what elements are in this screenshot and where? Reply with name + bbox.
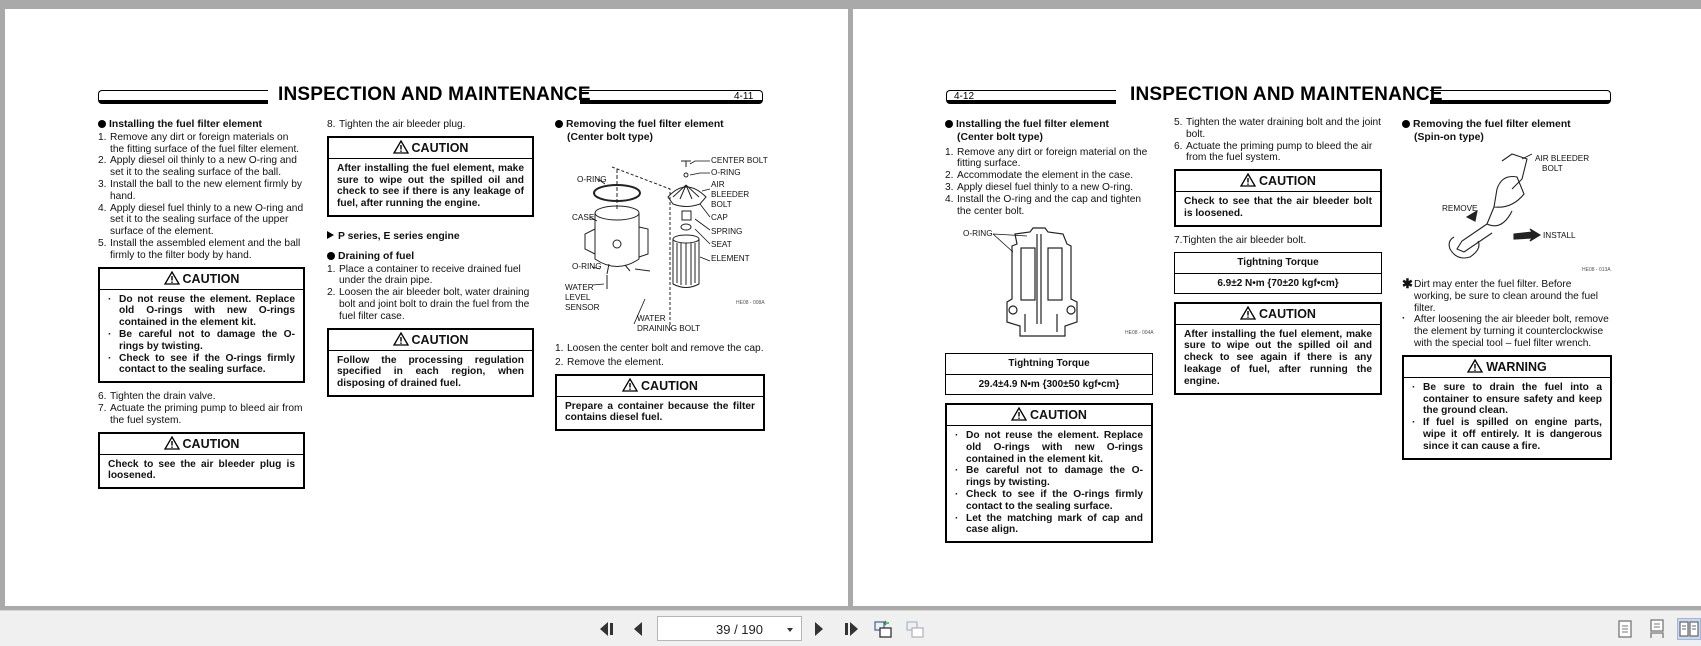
- label-level: LEVEL: [565, 293, 591, 302]
- warning-triangle-icon: [1240, 306, 1256, 320]
- caution-header: [1176, 304, 1380, 325]
- bullet-dot-icon: [555, 120, 563, 128]
- caution-item: · Let the matching mark of cap and case align.: [955, 513, 1143, 537]
- step-item: [945, 182, 1153, 194]
- next-page-button[interactable]: [808, 618, 830, 640]
- section-heading: [945, 119, 1153, 131]
- section-heading: [1402, 119, 1612, 131]
- figure-code: HE08 - 008A: [736, 300, 765, 306]
- figure-code: HE08 - 013A: [1582, 267, 1611, 273]
- step-text: Apply diesel fuel thinly to a new O-ring.: [957, 181, 1134, 193]
- caution-header: [947, 405, 1151, 426]
- label-spring: SPRING: [711, 227, 743, 236]
- section-subtitle: (Spin-on type): [1414, 131, 1484, 143]
- label-air-bleeder: AIR BLEEDER: [1535, 154, 1590, 163]
- series-title: P series, E series engine: [338, 230, 460, 242]
- step-item: [98, 403, 305, 427]
- label-o-ring: O-RING: [963, 229, 993, 238]
- step-number: 3.: [98, 178, 107, 190]
- section-heading: [327, 251, 534, 263]
- torque-title: Tightning Torque: [1237, 256, 1319, 268]
- section-subtitle: (Center bolt type): [567, 131, 654, 143]
- caution-title: CAUTION: [1259, 306, 1316, 321]
- column-bleeding: [1174, 117, 1382, 403]
- label-install: INSTALL: [1543, 231, 1576, 240]
- step-number: 3.: [945, 181, 954, 193]
- warning-triangle-icon: [1011, 407, 1027, 421]
- caution-item: · Check to see if the O-rings firmly contact to the sealing surface.: [108, 353, 295, 377]
- column-removing: [555, 119, 765, 147]
- caution-box: [98, 432, 305, 490]
- asterisk-icon: ✱: [1402, 276, 1413, 291]
- step-text: Tighten the water draining bolt and the joint bolt.: [1186, 117, 1382, 140]
- step-number: 1.: [945, 146, 954, 158]
- label-bolt: BOLT: [1542, 164, 1563, 173]
- bullet-icon: ·: [1402, 313, 1406, 325]
- section-subtitle: (Center bolt type): [957, 131, 1044, 143]
- filter-section-illustration: [945, 224, 1155, 342]
- two-page-icon: [1678, 619, 1700, 639]
- step-text: Accommodate the element in the case.: [957, 170, 1134, 182]
- label-sensor: SENSOR: [565, 303, 600, 312]
- header-bar-right: [1430, 90, 1611, 104]
- series-heading: [327, 231, 534, 243]
- next-view-icon: [905, 619, 925, 639]
- caution-header: [100, 269, 303, 290]
- caution-body: Check to see that the air bleeder bolt is loosened.: [1184, 196, 1372, 219]
- note-item: [1402, 276, 1612, 314]
- note-text: After loosening the air bleeder bolt, remove the element by turning it counterclockwise with the special tool – fuel filter wrench.: [1414, 314, 1609, 349]
- step-number: 7.: [98, 402, 107, 414]
- first-page-icon: [599, 621, 617, 637]
- caution-title: CAUTION: [1259, 174, 1316, 189]
- label-o-ring-top: O-RING: [577, 175, 607, 184]
- caution-box: [327, 136, 534, 217]
- step-number: 1.: [555, 343, 564, 354]
- page-4-12: [853, 9, 1701, 606]
- step-item: [327, 119, 534, 131]
- step-item: [1174, 141, 1382, 165]
- column-installing-center-bolt: [945, 119, 1153, 217]
- warning-triangle-icon: [393, 140, 409, 154]
- label-bolt: BOLT: [711, 200, 732, 209]
- header-bar-left: [98, 90, 268, 104]
- step-list: [98, 391, 305, 426]
- previous-page-icon: [632, 621, 644, 637]
- step-text: Tighten the air bleeder plug.: [339, 119, 466, 130]
- step-text: Install the O-ring and the cap and tighten the center bolt.: [957, 193, 1142, 217]
- previous-view-icon: [873, 619, 893, 639]
- step-text: Remove the element.: [567, 356, 664, 368]
- next-page-icon: [813, 621, 825, 637]
- warning-triangle-icon: [164, 271, 180, 285]
- torque-table: [1174, 252, 1382, 294]
- caution-box: [1174, 169, 1382, 227]
- column-spin-on: [1402, 119, 1612, 147]
- label-water-2: WATER: [637, 314, 666, 323]
- step-text: Install the ball to the new element firmly by hand.: [110, 178, 302, 202]
- triangle-right-icon: [327, 231, 334, 239]
- step-number: 6.: [1174, 140, 1183, 152]
- step-item: [98, 391, 305, 403]
- dropdown-arrow-icon[interactable]: [787, 628, 793, 632]
- warning-triangle-icon: [164, 436, 180, 450]
- step-list: [945, 147, 1153, 218]
- step-number: 2.: [327, 287, 336, 299]
- caution-body: [947, 426, 1151, 541]
- label-o-ring: O-RING: [711, 168, 741, 177]
- step-list: [98, 132, 305, 262]
- section-title: Installing the fuel filter element: [956, 119, 1109, 130]
- previous-page-button[interactable]: [627, 618, 649, 640]
- step-item: [98, 238, 305, 262]
- torque-value: 6.9±2 N•m {70±20 kgf•cm}: [1175, 273, 1381, 293]
- step-number: 2.: [555, 356, 564, 368]
- caution-box: [1174, 302, 1382, 395]
- step-item: [1174, 117, 1382, 141]
- caution-title: CAUTION: [1030, 408, 1087, 422]
- step-item: [555, 343, 765, 355]
- page-number-value[interactable]: 39 / 190: [716, 622, 763, 637]
- figure-code: HE08 - 004A: [1125, 330, 1154, 336]
- step-number: 4.: [98, 202, 107, 214]
- caution-body: After installing the fuel element, make sure to wipe out the spilled oil and check to see again if there is any leakage of fuel, after running the engine.: [1184, 328, 1372, 387]
- caution-title: CAUTION: [182, 271, 240, 286]
- step-item: [555, 357, 765, 369]
- next-view-button[interactable]: [904, 618, 926, 640]
- first-page-button[interactable]: [597, 618, 619, 640]
- caution-body: [100, 290, 303, 382]
- step-text: Actuate the priming pump to bleed the air from the fuel system.: [1186, 140, 1373, 164]
- filter-cross-section-diagram: [945, 224, 1155, 342]
- section-title: Draining of fuel: [338, 250, 415, 262]
- step-text: Actuate the priming pump to bleed air from the fuel system.: [110, 402, 303, 426]
- section-title: Removing the fuel filter element: [1413, 119, 1571, 130]
- step-text: Loosen the air bleeder bolt, water draining bolt and joint bolt to drain the fuel from the fuel filter case.: [339, 287, 530, 322]
- previous-view-button[interactable]: [872, 618, 894, 640]
- label-center-bolt: CENTER BOLT: [711, 156, 768, 165]
- caution-body: Follow the processing regulation specified in each region, when disposing of drained fuel.: [337, 354, 524, 390]
- caution-title: CAUTION: [411, 140, 469, 155]
- label-bleeder: BLEEDER: [711, 190, 750, 199]
- caution-header: [329, 138, 532, 159]
- step-item: [327, 264, 534, 288]
- bullet-dot-icon: [327, 252, 335, 260]
- bullet-dot-icon: [1402, 120, 1410, 128]
- torque-title: Tightning Torque: [1008, 358, 1090, 369]
- caution-title: CAUTION: [411, 332, 469, 347]
- step-text: Tighten the drain valve.: [110, 391, 216, 403]
- warning-triangle-icon: [622, 378, 638, 392]
- page-title: INSPECTION AND MAINTENANCE: [278, 84, 591, 105]
- caution-header: [1176, 171, 1380, 192]
- step-text: Apply diesel oil thinly to a new O-ring and set it to the sealing surface of the ball.: [110, 155, 297, 179]
- caution-body: After installing the fuel element, make sure to wipe out the spilled oil and check to see if there is any leakage of fuel, after running the engine.: [337, 162, 524, 210]
- warning-triangle-icon: [393, 332, 409, 346]
- warning-item: · Be sure to drain the fuel into a container to ensure safety and keep the ground clean.: [1412, 382, 1602, 417]
- section-heading: [98, 119, 305, 131]
- single-page-view-button[interactable]: [1614, 618, 1636, 640]
- label-remove: REMOVE: [1442, 204, 1478, 213]
- page-4-11: [5, 9, 848, 606]
- step-item: [945, 170, 1153, 182]
- caution-box: [98, 267, 305, 384]
- navigation-toolbar: [0, 610, 1701, 646]
- page-number-combobox[interactable]: [657, 616, 802, 641]
- warning-body: [1404, 378, 1610, 458]
- caution-box: [945, 403, 1153, 543]
- caution-header: [100, 434, 303, 455]
- caution-header: [329, 330, 532, 351]
- label-o-ring-bottom: O-RING: [572, 262, 602, 271]
- step-list: [327, 264, 534, 323]
- column-draining: [327, 119, 534, 405]
- note-item: [1402, 314, 1612, 349]
- step-number: 6.: [98, 391, 107, 403]
- caution-item: · Be careful not to damage the O-rings by twisting.: [108, 329, 295, 353]
- warning-title: WARNING: [1486, 359, 1547, 374]
- note-text: Dirt may enter the fuel filter. Before working, be sure to clean around the fuel filter.: [1414, 279, 1599, 314]
- caution-title: CAUTION: [641, 378, 698, 393]
- caution-box: [327, 328, 534, 397]
- step-text: Apply diesel fuel thinly to a new O-ring and set it to the sealing surface of the upper surface of the element.: [110, 202, 304, 238]
- step-item: [98, 155, 305, 179]
- spin-on-filter-diagram: [1402, 149, 1612, 274]
- warning-header: [1404, 357, 1610, 378]
- caution-item: · Be careful not to damage the O-rings by twisting.: [955, 465, 1143, 489]
- torque-table: [945, 353, 1153, 395]
- label-draining-bolt: DRAINING BOLT: [637, 324, 701, 333]
- step-item: [98, 203, 305, 238]
- warning-item: · If fuel is spilled on engine parts, wipe it off entirely. It is dangerous since it can cause a fire.: [1412, 417, 1602, 452]
- section-title: Removing the fuel filter element: [566, 119, 724, 130]
- label-case: CASE: [572, 213, 595, 222]
- step-item: [327, 287, 534, 322]
- step-item: [98, 132, 305, 156]
- warning-triangle-icon: [1467, 359, 1483, 373]
- step-number: 5.: [98, 237, 107, 249]
- step-list: [555, 343, 765, 369]
- column-removing-steps: [555, 343, 765, 439]
- caution-box: [555, 374, 765, 432]
- section-title: Installing the fuel filter element: [109, 119, 262, 130]
- center-bolt-filter-diagram: [560, 149, 770, 337]
- step-list: [327, 119, 534, 131]
- step-number: 8.: [327, 119, 336, 130]
- continuous-page-icon: [1648, 619, 1666, 639]
- step-item: [945, 147, 1153, 171]
- step-text: Install the assembled element and the ball firmly to the filter body by hand.: [110, 237, 301, 261]
- step-7-text: 7.Tighten the air bleeder bolt.: [1174, 234, 1307, 246]
- step-number: 1.: [98, 131, 107, 143]
- step-text: Remove any dirt or foreign materials on the fitting surface of the fuel filter element.: [110, 131, 300, 155]
- page-number: 4-12: [954, 91, 975, 102]
- caution-item: · Do not reuse the element. Replace old O-rings with new O-rings contained in the element kit.: [955, 430, 1143, 465]
- torque-value: 29.4±4.9 N•m {300±50 kgf•cm}: [946, 374, 1152, 394]
- caution-header: [557, 376, 763, 397]
- caution-body: Check to see the air bleeder plug is loosened.: [108, 458, 295, 482]
- step-number: 1.: [327, 263, 336, 275]
- caution-body: Prepare a container because the filter contains diesel fuel.: [565, 400, 755, 424]
- step-text: Loosen the center bolt and remove the cap.: [567, 343, 764, 354]
- step-text: Remove any dirt or foreign material on the fitting surface.: [957, 146, 1148, 170]
- bullet-dot-icon: [98, 120, 106, 128]
- label-water: WATER: [565, 283, 594, 292]
- label-seat: SEAT: [711, 240, 732, 249]
- warning-box: [1402, 355, 1612, 460]
- label-cap: CAP: [711, 213, 728, 222]
- step-number: 2.: [945, 170, 954, 182]
- step-item: [945, 194, 1153, 218]
- two-page-view-button[interactable]: [1677, 618, 1701, 640]
- step-number: 2.: [98, 155, 107, 167]
- bullet-dot-icon: [945, 120, 953, 128]
- warning-triangle-icon: [1240, 173, 1256, 187]
- page-title: INSPECTION AND MAINTENANCE: [1130, 84, 1443, 105]
- step-number: 4.: [945, 193, 954, 205]
- page-header: [946, 79, 1611, 113]
- label-element: ELEMENT: [711, 254, 750, 263]
- last-page-button[interactable]: [840, 618, 862, 640]
- step-text: Place a container to receive drained fuel under the drain pipe.: [339, 263, 521, 287]
- step-item: [98, 179, 305, 203]
- column-spin-on-notes: [1402, 276, 1612, 468]
- page-header: [98, 79, 763, 113]
- section-heading: [555, 119, 765, 131]
- step-list: [1174, 117, 1382, 164]
- wrench-removal-illustration: [1402, 149, 1612, 274]
- column-installing: [98, 119, 305, 497]
- step-number: 5.: [1174, 117, 1183, 128]
- caution-title: CAUTION: [182, 436, 240, 451]
- column-torque-caution: [945, 348, 1153, 551]
- last-page-icon: [842, 621, 860, 637]
- caution-item: · Do not reuse the element. Replace old O-rings with new O-rings contained in the element kit.: [108, 294, 295, 329]
- single-page-icon: [1616, 619, 1634, 639]
- label-air: AIR: [711, 180, 725, 189]
- caution-item: · Check to see if the O-rings firmly contact to the sealing surface.: [955, 489, 1143, 513]
- page-number: 4-11: [734, 91, 754, 102]
- continuous-view-button[interactable]: [1646, 618, 1668, 640]
